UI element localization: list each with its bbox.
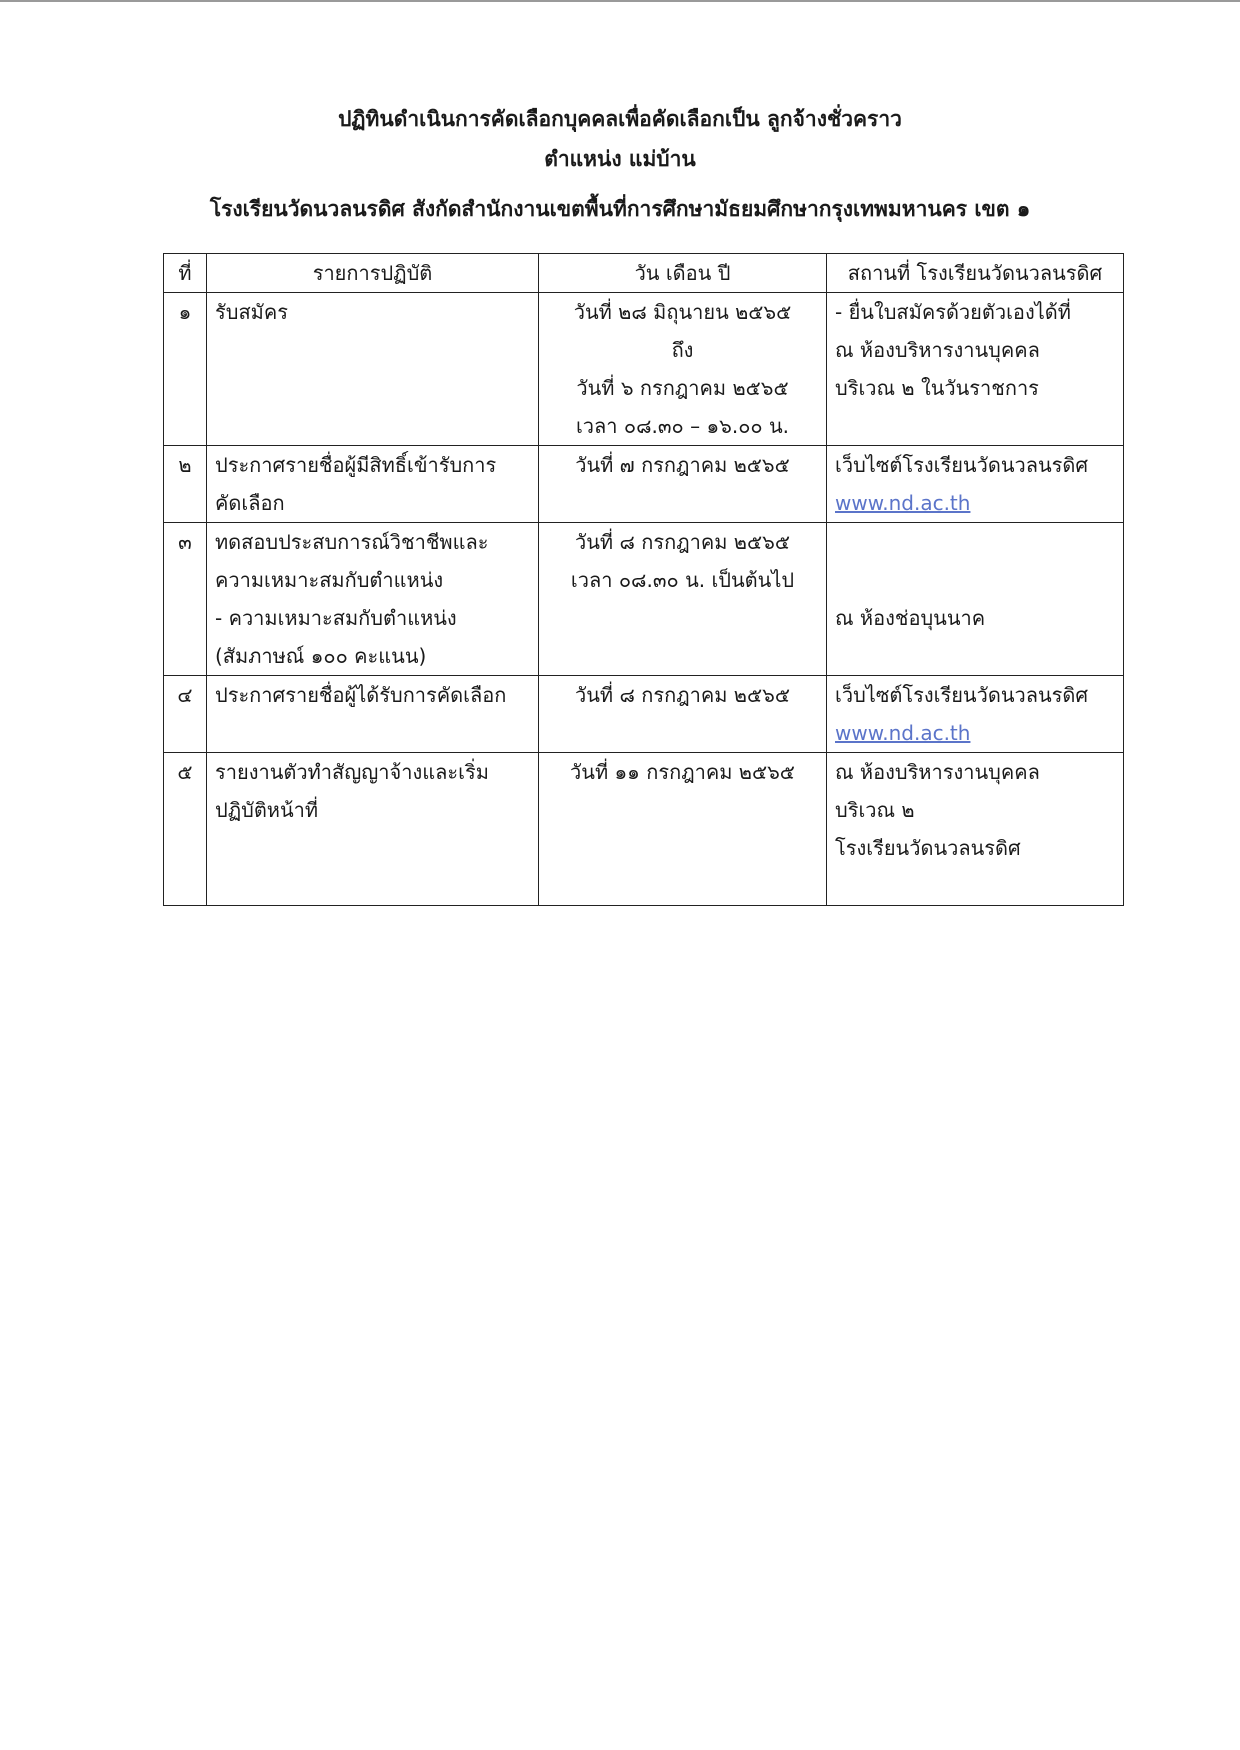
row-place [827, 523, 1124, 676]
place-line: บริเวณ ๒ [835, 798, 915, 822]
place-line: ณ ห้องบริหารงานบุคคล [835, 338, 1040, 362]
row-date [539, 676, 827, 753]
item-line: รับสมัคร [215, 300, 288, 324]
item-line: คัดเลือก [215, 491, 285, 515]
item-line: รายงานตัวทำสัญญาจ้างและเริ่ม [215, 760, 489, 784]
spacer [835, 523, 1115, 561]
header-place: สถานที่ โรงเรียนวัดนวลนรดิศ [827, 254, 1124, 293]
date-line: ถึง [671, 338, 694, 362]
row-place [827, 753, 1124, 906]
document-title: ปฏิทินดำเนินการคัดเลือกบุคคลเพื่อคัดเลือกเป็น ลูกจ้างชั่วคราว [338, 107, 902, 131]
header-date: วัน เดือน ปี [539, 254, 827, 293]
row-item [207, 293, 539, 446]
table-row [164, 753, 1124, 906]
row-number: ๒ [164, 446, 207, 523]
place-line: ณ ห้องบริหารงานบุคคล [835, 760, 1040, 784]
row-number: ๔ [164, 676, 207, 753]
header-item: รายการปฏิบัติ [207, 254, 539, 293]
row-item [207, 753, 539, 906]
item-line: - ความเหมาะสมกับตำแหน่ง [215, 606, 457, 630]
spacer [835, 561, 1115, 599]
row-place [827, 676, 1124, 753]
item-line: ทดสอบประสบการณ์วิชาชีพและ [215, 530, 489, 554]
table-header-row [164, 254, 1124, 293]
date-line: เวลา ๐๘.๓๐ – ๑๖.๐๐ น. [575, 414, 790, 438]
schedule-table [163, 253, 1124, 906]
row-date [539, 446, 827, 523]
row-date [539, 293, 827, 446]
row-date [539, 753, 827, 906]
place-line: เว็บไซต์โรงเรียนวัดนวลนรดิศ [835, 683, 1089, 707]
date-line: วันที่ ๒๘ มิถุนายน ๒๕๖๕ [573, 300, 792, 324]
row-item [207, 446, 539, 523]
website-link[interactable]: www.nd.ac.th [835, 491, 971, 515]
date-line: วันที่ ๘ กรกฎาคม ๒๕๖๕ [575, 530, 790, 554]
position-title: ตำแหน่ง แม่บ้าน [544, 147, 696, 171]
place-line: - ยื่นใบสมัครด้วยตัวเองได้ที่ [835, 300, 1071, 324]
row-item [207, 676, 539, 753]
row-item [207, 523, 539, 676]
row-place [827, 293, 1124, 446]
date-line: วันที่ ๘ กรกฎาคม ๒๕๖๕ [575, 683, 790, 707]
top-scan-rule [0, 0, 1240, 2]
row-number: ๑ [164, 293, 207, 446]
item-line: ปฏิบัติหน้าที่ [215, 798, 319, 822]
header-no: ที่ [164, 254, 207, 293]
item-line: ประกาศรายชื่อผู้มีสิทธิ์เข้ารับการ [215, 453, 497, 477]
item-line: ความเหมาะสมกับตำแหน่ง [215, 568, 444, 592]
place-line: ณ ห้องช่อบุนนาค [835, 606, 986, 630]
row-number: ๓ [164, 523, 207, 676]
place-line: บริเวณ ๒ ในวันราชการ [835, 376, 1039, 400]
website-link[interactable]: www.nd.ac.th [835, 721, 971, 745]
row-date [539, 523, 827, 676]
date-line: วันที่ ๖ กรกฎาคม ๒๕๖๕ [576, 376, 789, 400]
date-line: เวลา ๐๘.๓๐ น. เป็นต้นไป [570, 568, 795, 592]
table-row [164, 523, 1124, 676]
item-line: ประกาศรายชื่อผู้ได้รับการคัดเลือก [215, 683, 507, 707]
school-subtitle: โรงเรียนวัดนวลนรดิศ สังกัดสำนักงานเขตพื้นที่การศึกษามัธยมศึกษากรุงเทพมหานคร เขต ๑ [209, 197, 1031, 221]
row-place [827, 446, 1124, 523]
row-number: ๕ [164, 753, 207, 906]
table-row [164, 446, 1124, 523]
table-row [164, 293, 1124, 446]
place-line: โรงเรียนวัดนวลนรดิศ [835, 836, 1021, 860]
date-line: วันที่ ๑๑ กรกฎาคม ๒๕๖๕ [570, 760, 795, 784]
item-line: (สัมภาษณ์ ๑๐๐ คะแนน) [215, 644, 427, 668]
date-line: วันที่ ๗ กรกฎาคม ๒๕๖๕ [575, 453, 790, 477]
place-line: เว็บไซต์โรงเรียนวัดนวลนรดิศ [835, 453, 1089, 477]
table-row [164, 676, 1124, 753]
